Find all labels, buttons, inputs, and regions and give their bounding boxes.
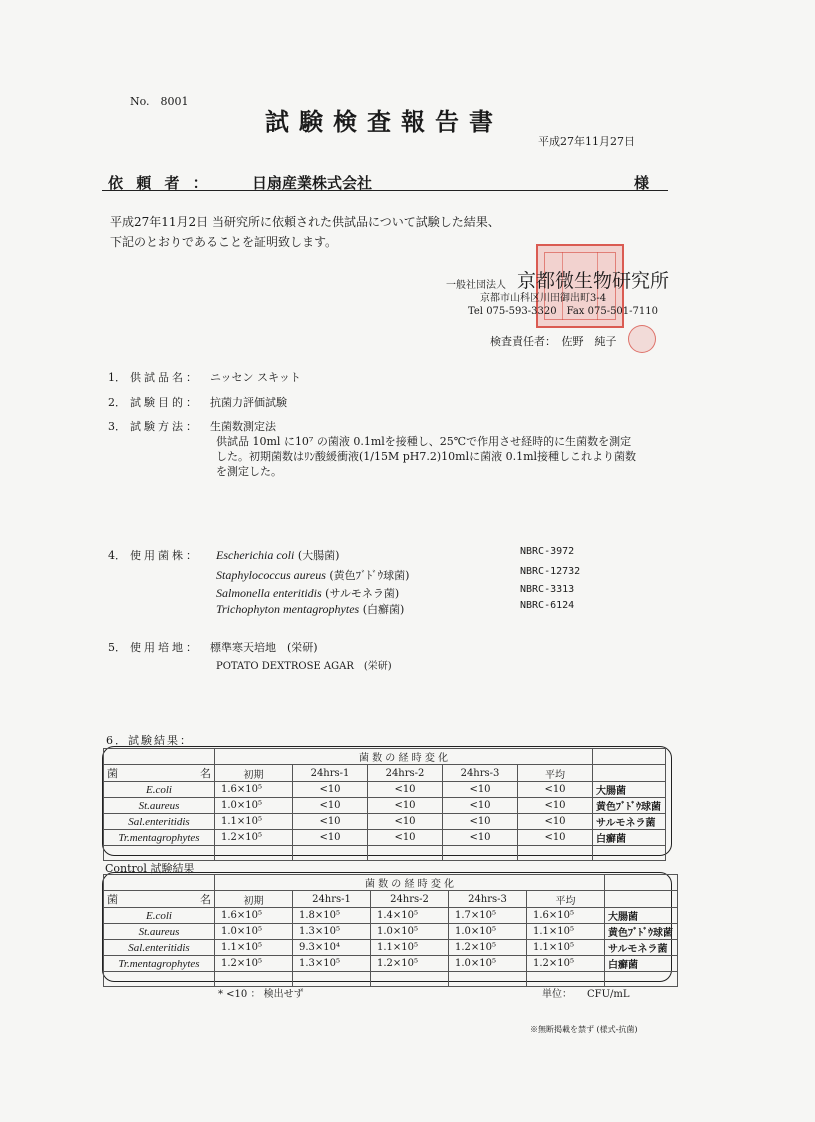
table-row <box>104 924 678 940</box>
institute-prefix: 一般社団法人 <box>446 280 506 291</box>
strain-name: Escherichia coli <box>216 548 295 562</box>
count-cell: <10 <box>293 830 368 846</box>
strain-nbrc: NBRC-3313 <box>520 584 575 595</box>
client-label: 依 頼 者 ： <box>108 174 212 192</box>
count-cell: <10 <box>368 814 443 830</box>
group-header: 菌 数 の 経 時 変 化 <box>215 875 605 891</box>
bacteria-jp-name: 大腸菌 <box>593 782 666 798</box>
count-cell: 1.8×10⁵ <box>293 908 371 924</box>
count-cell: 1.2×10⁵ <box>449 940 527 956</box>
item-method: 3． 試験方法： 生菌数測定法 <box>108 420 276 433</box>
inspector: 検査責任者： 佐野 純子 <box>490 335 617 348</box>
item-sample-value: ニッセン スキット <box>210 371 301 384</box>
strain-item <box>216 585 399 601</box>
count-cell: <10 <box>443 814 518 830</box>
bacteria-jp-name: 黄色ﾌﾞﾄﾞｳ球菌 <box>593 798 666 814</box>
count-cell: 1.7×10⁵ <box>449 908 527 924</box>
count-cell: <10 <box>518 782 593 798</box>
item-purpose-value: 抗菌力評価試験 <box>210 396 287 409</box>
strain-name: Trichophyton mentagrophytes <box>216 602 360 616</box>
intro-line-2: 下記のとおりであることを証明致します。 <box>110 235 338 249</box>
header-blank <box>593 765 666 782</box>
results-title: 6．試験結果： <box>106 734 193 747</box>
media-line-2: POTATO DEXTROSE AGAR (栄研) <box>216 661 392 672</box>
bacteria-name-header: 菌 名 <box>104 765 215 782</box>
intro-text <box>110 212 570 252</box>
strain-jp: (サルモネラ菌) <box>325 587 400 600</box>
count-cell: <10 <box>293 814 368 830</box>
column-header: 24hrs-2 <box>371 891 449 908</box>
bacteria-name: Tr.mentagrophytes <box>104 956 215 972</box>
control-title: Control 試験結果 <box>105 862 195 875</box>
strain-nbrc: NBRC-3972 <box>520 546 575 557</box>
bacteria-jp-name: サルモネラ菌 <box>605 940 678 956</box>
item-sample: 1． 供試品名： ニッセン スキット <box>108 371 301 384</box>
table-row-empty <box>104 846 666 861</box>
count-cell: <10 <box>518 814 593 830</box>
strain-nbrc: NBRC-6124 <box>520 600 575 611</box>
header-blank <box>605 891 678 908</box>
count-cell: 1.0×10⁵ <box>215 798 293 814</box>
count-cell: <10 <box>443 782 518 798</box>
table-row <box>104 798 666 814</box>
item-method-value: 生菌数測定法 <box>210 420 276 433</box>
control-table <box>103 874 678 987</box>
count-cell: 1.6×10⁵ <box>215 908 293 924</box>
header-blank <box>104 875 215 891</box>
count-cell: 1.6×10⁵ <box>527 908 605 924</box>
count-cell: 9.3×10⁴ <box>293 940 371 956</box>
strain-name: Staphylococcus aureus <box>216 568 326 582</box>
bacteria-name: St.aureus <box>104 798 215 814</box>
count-cell: <10 <box>518 830 593 846</box>
bacteria-jp-name: 黄色ﾌﾞﾄﾞｳ球菌 <box>605 924 678 940</box>
header-blank <box>605 875 678 891</box>
institute-tel: Tel 075-593-3320 Fax 075-501-7110 <box>468 306 658 317</box>
method-description: 供試品 10ml に10⁷ の菌液 0.1mlを接種し、25℃で作用させ経時的に生菌数を測定 した。初期菌数はﾘﾝ酸緩衝液(1/15M pH7.2)10mlに菌液 0.1ml接種しこれより菌数 を測定した。 <box>216 435 637 478</box>
strain-jp: (大腸菌) <box>297 549 340 562</box>
count-cell: 1.0×10⁵ <box>371 924 449 940</box>
client-underline <box>102 190 668 191</box>
bacteria-name: Sal.enteritidis <box>104 940 215 956</box>
strain-item <box>216 547 339 563</box>
institute-name: 京都微生物研究所 <box>517 270 670 292</box>
count-cell: 1.0×10⁵ <box>449 956 527 972</box>
table-row <box>104 814 666 830</box>
bacteria-jp-name: サルモネラ菌 <box>593 814 666 830</box>
column-header: 平均 <box>518 765 593 782</box>
count-cell: 1.3×10⁵ <box>293 956 371 972</box>
table-row <box>104 830 666 846</box>
results-table <box>103 748 666 861</box>
institute-address: 京都市山科区川田御出町3-4 <box>480 293 607 304</box>
copyright-note: ※無断掲載を禁ず (様式-抗菌) <box>530 1025 638 1034</box>
count-cell: <10 <box>443 798 518 814</box>
column-header: 24hrs-1 <box>293 765 368 782</box>
bacteria-jp-name: 大腸菌 <box>605 908 678 924</box>
column-header: 24hrs-1 <box>293 891 371 908</box>
strain-item <box>216 567 409 583</box>
strain-jp: (白癬菌) <box>362 603 405 616</box>
count-cell: 1.2×10⁵ <box>215 830 293 846</box>
header-blank <box>104 749 215 765</box>
bacteria-name: St.aureus <box>104 924 215 940</box>
personal-seal <box>628 325 656 353</box>
count-cell: <10 <box>368 798 443 814</box>
count-cell: 1.2×10⁵ <box>527 956 605 972</box>
client-honorific: 様 <box>634 174 650 192</box>
table-row <box>104 908 678 924</box>
bacteria-name: Tr.mentagrophytes <box>104 830 215 846</box>
column-header: 24hrs-3 <box>449 891 527 908</box>
bacteria-name: E.coli <box>104 908 215 924</box>
group-header: 菌 数 の 経 時 変 化 <box>215 749 593 765</box>
table-row <box>104 782 666 798</box>
strain-item <box>216 601 404 617</box>
footnote: * <10 ： 検出せず <box>218 989 304 1000</box>
strain-name: Salmonella enteritidis <box>216 586 322 600</box>
document-title: 試験検査報告書 <box>265 107 503 136</box>
count-cell: <10 <box>293 798 368 814</box>
media-label: 5． 使用培地： 標準寒天培地 (栄研) <box>108 641 318 654</box>
column-header: 初期 <box>215 891 293 908</box>
strain-jp: (黄色ﾌﾞﾄﾞｳ球菌) <box>329 569 410 582</box>
count-cell: <10 <box>443 830 518 846</box>
count-cell: 1.1×10⁵ <box>215 940 293 956</box>
count-cell: 1.4×10⁵ <box>371 908 449 924</box>
strains-label: 4． 使用菌株： <box>108 549 200 562</box>
count-cell: <10 <box>293 782 368 798</box>
strain-nbrc: NBRC-12732 <box>520 566 581 577</box>
count-cell: 1.1×10⁵ <box>527 924 605 940</box>
bacteria-name: Sal.enteritidis <box>104 814 215 830</box>
count-cell: 1.1×10⁵ <box>371 940 449 956</box>
report-number: No. 8001 <box>130 95 189 108</box>
column-header: 平均 <box>527 891 605 908</box>
table-row <box>104 956 678 972</box>
table-row <box>104 940 678 956</box>
count-cell: 1.2×10⁵ <box>371 956 449 972</box>
count-cell: 1.1×10⁵ <box>215 814 293 830</box>
count-cell: 1.3×10⁵ <box>293 924 371 940</box>
count-cell: 1.0×10⁵ <box>215 924 293 940</box>
column-header: 24hrs-2 <box>368 765 443 782</box>
bacteria-name-header: 菌 名 <box>104 891 215 908</box>
bacteria-name: E.coli <box>104 782 215 798</box>
bacteria-jp-name: 白癬菌 <box>605 956 678 972</box>
count-cell: <10 <box>368 782 443 798</box>
count-cell: 1.0×10⁵ <box>449 924 527 940</box>
bacteria-jp-name: 白癬菌 <box>593 830 666 846</box>
report-date: 平成27年11月27日 <box>538 135 635 148</box>
count-cell: <10 <box>518 798 593 814</box>
item-purpose: 2． 試験目的： 抗菌力評価試験 <box>108 396 287 409</box>
count-cell: 1.1×10⁵ <box>527 940 605 956</box>
count-cell: <10 <box>368 830 443 846</box>
intro-line-1: 平成27年11月2日 当研究所に依頼された供試品について試験した結果、 <box>110 215 500 229</box>
client-name: 日扇産業株式会社 <box>252 174 373 192</box>
column-header: 24hrs-3 <box>443 765 518 782</box>
unit: 単位： CFU/mL <box>542 989 630 1000</box>
count-cell: 1.2×10⁵ <box>215 956 293 972</box>
count-cell: 1.6×10⁵ <box>215 782 293 798</box>
column-header: 初期 <box>215 765 293 782</box>
header-blank <box>593 749 666 765</box>
